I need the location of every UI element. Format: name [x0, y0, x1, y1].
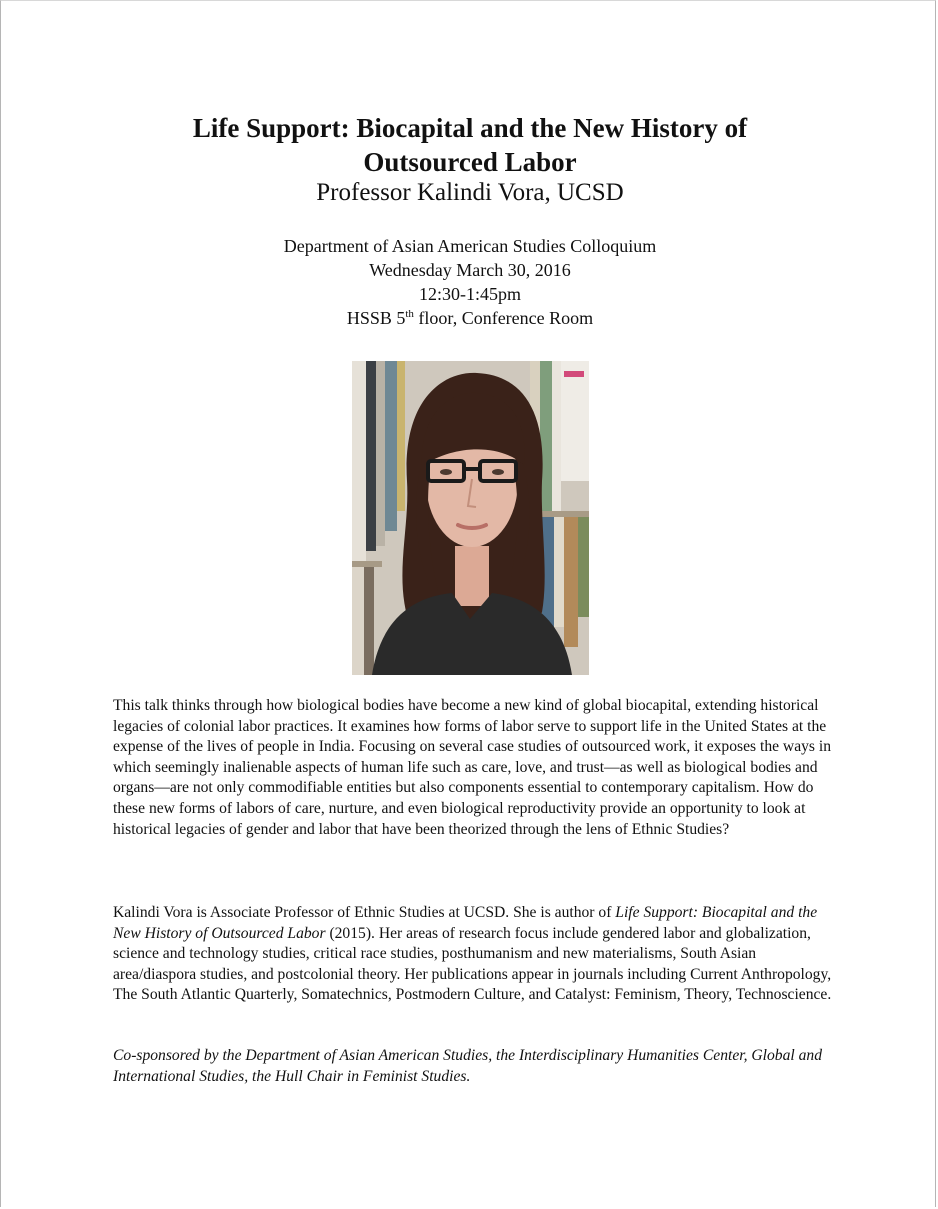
location-prefix: HSSB 5 [346, 308, 406, 328]
speaker-portrait-illustration [352, 361, 589, 675]
location-superscript: th [405, 308, 414, 320]
event-title-line-2: Outsourced Labor [363, 147, 577, 177]
event-details [1, 234, 938, 330]
event-series: Department of Asian American Studies Colloquium [283, 236, 657, 256]
event-location [1, 306, 938, 330]
event-title [1, 111, 938, 179]
abstract-paragraph: This talk thinks through how biological bodies have become a new kind of global biocapital, extending historical legacies of colonial labor practices. It examines how forms of labor serve to support life in the United States at the expense of the lives of people in India. Focusing on several case studies of outsourced work, it exposes the ways in which seemingly inalienable aspects of human life such as care, love, and trust—as well as biological bodies and organs—are not only commodifiable entities but also components essential to contemporary capitalism. How do these new forms of labors of care, nurture, and even biological reproductivity provide an opportunity to look at historical legacies of gender and labor that have been theorized through the lens of Ethnic Studies? [113, 697, 832, 838]
location-suffix: floor, Conference Room [413, 308, 594, 328]
speaker-name: Professor Kalindi Vora, UCSD [316, 179, 624, 206]
speaker-photo [352, 361, 589, 675]
bio-intro: Kalindi Vora is Associate Professor of Ethnic Studies at UCSD. She is author of [113, 904, 616, 921]
book-title: Life Support: Biocapital and the New History of Outsourced Labor [113, 904, 818, 942]
sponsors-paragraph: Co-sponsored by the Department of Asian American Studies, the Interdisciplinary Humanities Center, Global and International Studies, the Hull Chair in Feminist Studies. [113, 1047, 823, 1085]
event-time: 12:30-1:45pm [419, 284, 521, 304]
bio-paragraph [113, 903, 833, 1006]
bio-rest: (2015). Her areas of research focus include gendered labor and globalization, science and technology studies, critical race studies, posthumanism and new materialisms, South Asian area/diaspora studies, and postcolonial theory. Her publications appear in journals including Current Anthropology, The South Atlantic Quarterly, Somatechnics, Postmodern Culture, and Catalyst: Feminism, Theory, Technoscience. [113, 924, 832, 1004]
event-date: Wednesday March 30, 2016 [369, 260, 571, 280]
event-title-line-1: Life Support: Biocapital and the New History of [192, 113, 748, 143]
